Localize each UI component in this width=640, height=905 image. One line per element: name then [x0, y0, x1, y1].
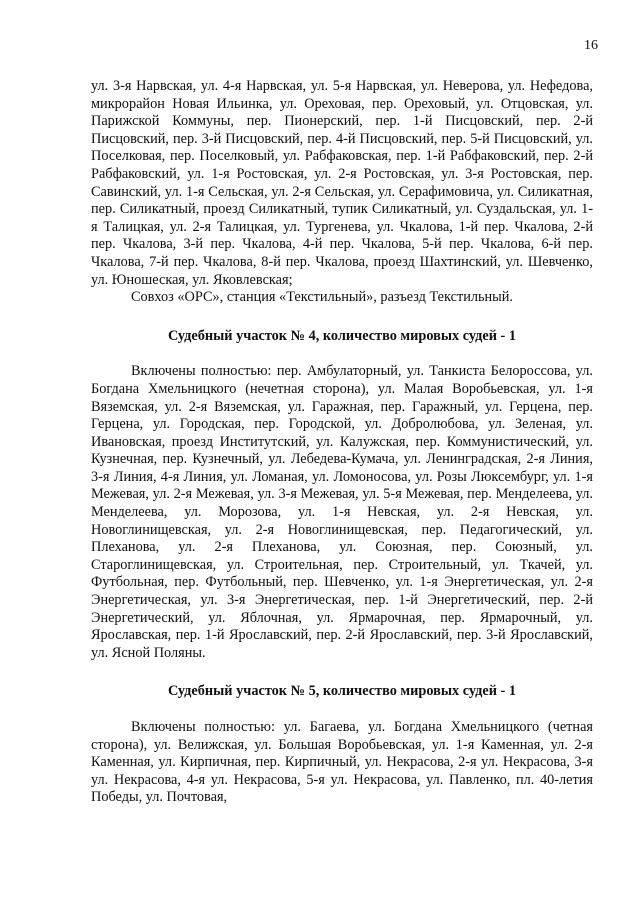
- document-body: [91, 78, 593, 807]
- heading-court-district-5: Судебный участок № 5, количество мировых судей - 1: [167, 683, 517, 700]
- paragraph-district-5-streets: Включены полностью: ул. Багаева, ул. Богдана Хмельницкого (четная сторона), ул. Велижская, ул. Большая Воробьевская, ул. 1-я Каменная, ул. 2-я Каменная, ул. Кирпичная, пер. Кирпичный, ул. Некрасова, 2-я ул. Некрасова, 3-я ул. Некрасова, 4-я ул. Некрасова, 5-я ул. Некрасова, ул. Павленко, пл. 40-летия Победы, ул. Почтовая,: [91, 719, 593, 806]
- heading-court-district-4: Судебный участок № 4, количество мировых судей - 1: [167, 327, 517, 344]
- page-number: 16: [584, 38, 598, 53]
- paragraph-district-4-streets: Включены полностью: пер. Амбулаторный, ул. Танкиста Белороссова, ул. Богдана Хмельницкого (нечетная сторона), ул. Малая Воробьевская, ул. 1-я Вяземская, ул. 2-я Вяземская, ул. Гаражная, пер. Гаражный, ул. Герцена, пер. Герцена, ул. Городская, пер. Городской, ул. Добролюбова, ул. Зеленая, ул. Ивановская, проезд Институтский, ул. Калужская, пер. Коммунистический, ул. Кузнечная, пер. Кузнечный, ул. Лебедева-Кумача, ул. Ленинградская, 2-я Линия, 3-я Линия, 4-я Линия, ул. Ломаная, ул. Ломоносова, ул. Розы Люксембург, ул. 1-я Межевая, ул. 2-я Межевая, ул. 3-я Межевая, ул. 5-я Межевая, пер. Менделеева, ул. Менделеева, ул. Морозова, ул. 1-я Невская, ул. 2-я Невская, ул. Новоглинищевская, ул. 2-я Новоглинищевская, пер. Педагогический, ул. Плеханова, ул. 2-я Плеханова, ул. Союзная, пер. Союзный, ул. Староглинищевская, ул. Строительная, пер. Строительный, ул. Ткачей, ул. Футбольная, пер. Футбольный, пер. Шевченко, ул. 1-я Энергетическая, ул. 2-я Энергетическая, ул. 3-я Энергетическая, пер. 1-й Энергетический, пер. 2-й Энергетический, ул. Яблочная, ул. Ярмарочная, пер. Ярмарочный, ул. Ярославская, пер. 1-й Ярославский, пер. 2-й Ярославский, пер. 3-й Ярославский, ул. Ясной Поляны.: [91, 363, 593, 661]
- paragraph-street-list-continued: ул. 3-я Нарвская, ул. 4-я Нарвская, ул. 5-я Нарвская, ул. Неверова, ул. Нефедова, микрорайон Новая Ильинка, ул. Ореховая, пер. Ореховый, ул. Отцовская, ул. Парижской Коммуны, пер. Пионерский, пер. 1-й Писцовский, пер. 2-й Писцовский, пер. 3-й Писцовский, пер. 4-й Писцовский, пер. 5-й Писцовский, ул. Поселковая, пер. Поселковый, ул. Рабфаковская, пер. 1-й Рабфаковский, пер. 2-й Рабфаковский, ул. 1-я Ростовская, ул. 2-я Ростовская, ул. 3-я Ростовская, пер. Савинский, ул. 1-я Сельская, ул. 2-я Сельская, ул. Серафимовича, ул. Силикатная, пер. Силикатный, проезд Силикатный, тупик Силикатный, ул. Суздальская, ул. 1-я Талицкая, ул. 2-я Талицкая, ул. Тургенева, ул. Чкалова, 1-й пер. Чкалова, 2-й пер. Чкалова, 3-й пер. Чкалова, 4-й пер. Чкалова, 5-й пер. Чкалова, 6-й пер. Чкалова, 7-й пер. Чкалова, 8-й пер. Чкалова, проезд Шахтинский, ул. Шевченко, ул. Юношеская, ул. Яковлевская;: [91, 78, 593, 288]
- paragraph-sovkhoz-station: Совхоз «ОРС», станция «Текстильный», разъезд Текстильный.: [131, 289, 513, 306]
